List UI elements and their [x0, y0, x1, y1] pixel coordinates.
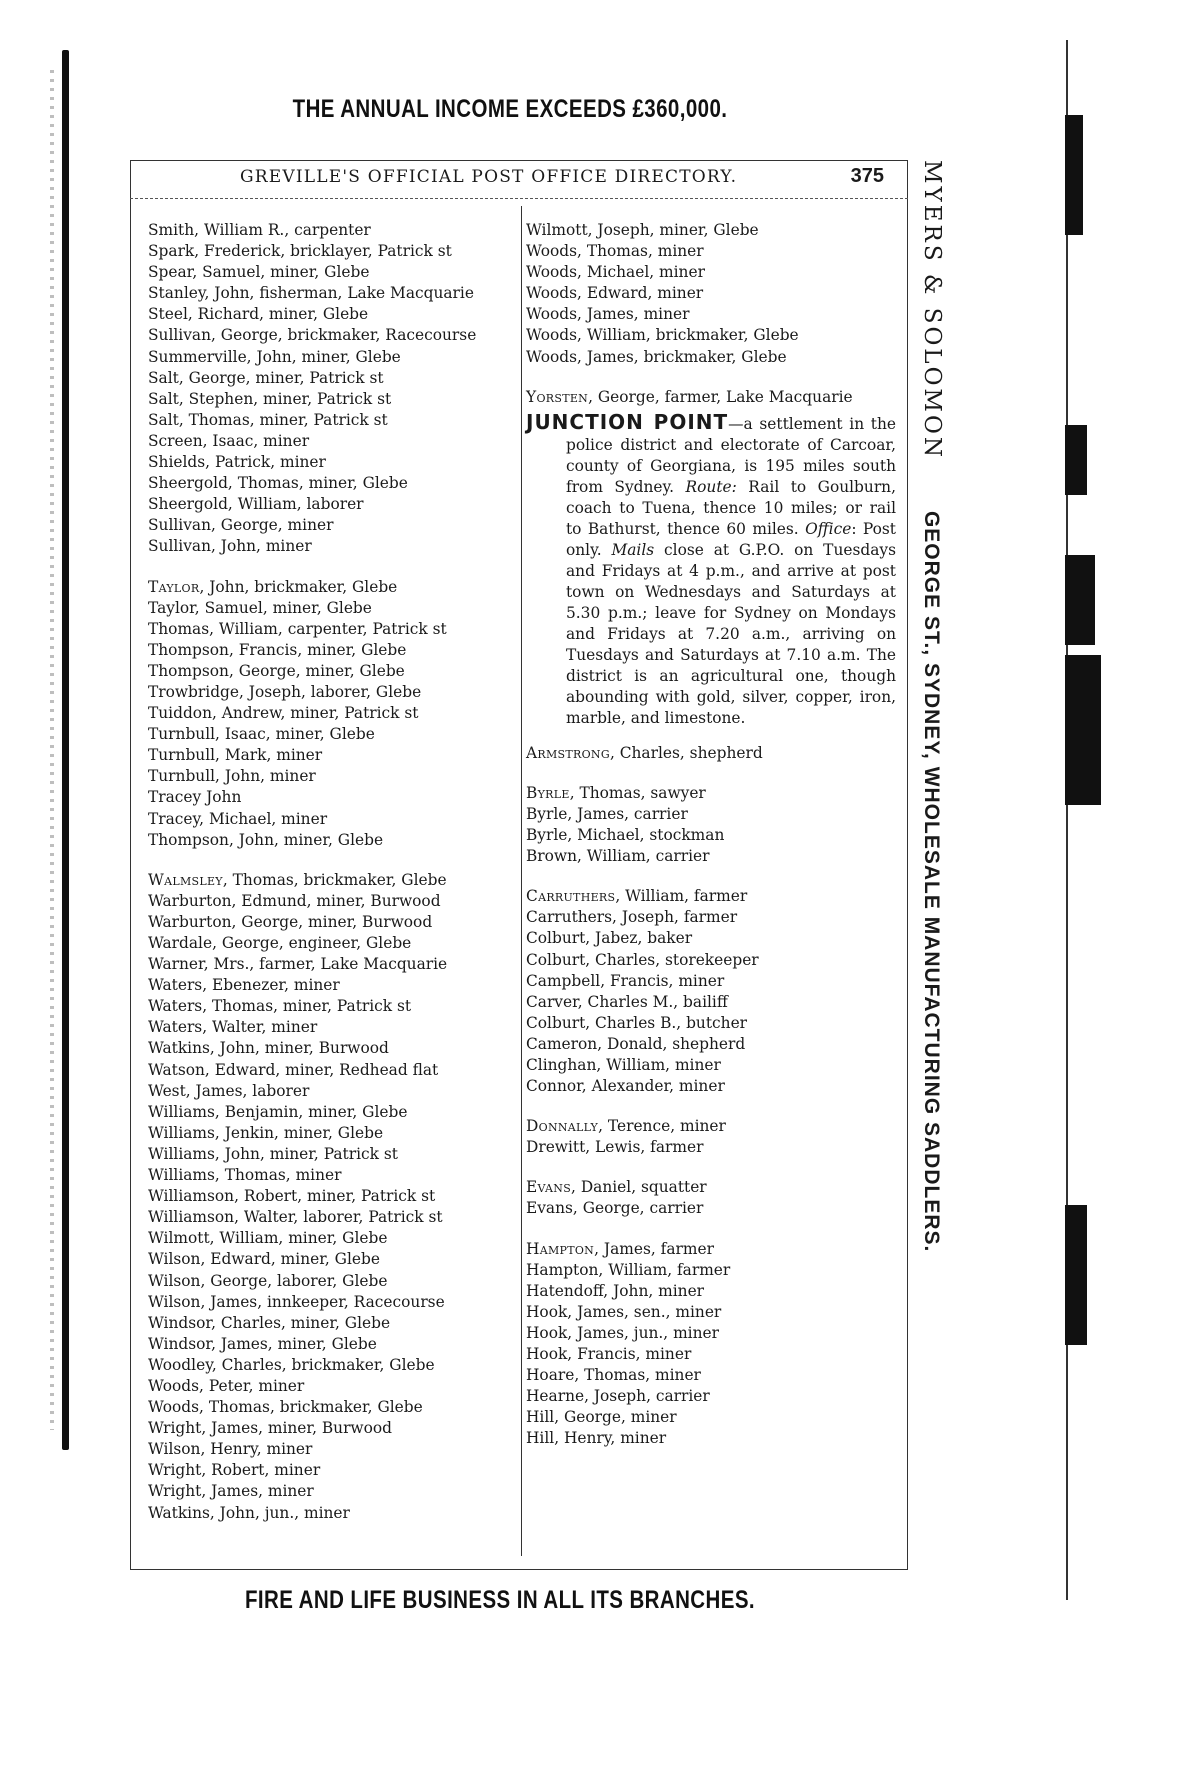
list-item: Windsor, James, miner, Glebe: [148, 1334, 377, 1353]
list-item: Clinghan, William, miner: [526, 1055, 721, 1074]
office-label: Office: [805, 519, 852, 538]
list-item: Summerville, John, miner, Glebe: [148, 347, 401, 366]
list-item: Hook, James, sen., miner: [526, 1302, 722, 1321]
side-advert-address: GEORGE ST., SYDNEY, WHOLESALE MANUFACTURING SADDLERS.: [920, 510, 943, 1253]
list-item: Hatendoff, John, miner: [526, 1281, 705, 1300]
list-gap: [526, 368, 896, 387]
list-item: Salt, Stephen, miner, Patrick st: [148, 389, 392, 408]
scan-edge-artifacts: [1065, 95, 1105, 1455]
list-item: West, James, laborer: [148, 1081, 310, 1100]
list-item: Armstrong, Charles, shepherd: [526, 743, 763, 762]
list-item: Wilson, James, innkeeper, Racecourse: [148, 1292, 445, 1311]
column-divider: [521, 206, 522, 1556]
list-item: Woods, Michael, miner: [526, 263, 705, 282]
list-item: Hoare, Thomas, miner: [526, 1366, 701, 1385]
list-item: Wright, James, miner: [148, 1482, 314, 1501]
page-header: [130, 165, 908, 199]
list-item: Wilmott, Joseph, miner, Glebe: [526, 221, 759, 239]
list-item: Shields, Patrick, miner: [148, 453, 326, 472]
right-column-bottom-list: [526, 743, 896, 1450]
junction-point-entry: [526, 409, 896, 729]
list-item: Wilson, Henry, miner: [148, 1440, 313, 1459]
list-item: Sullivan, George, brickmaker, Racecourse: [148, 326, 477, 345]
list-item: Thomas, William, carpenter, Patrick st: [148, 619, 447, 638]
list-item: Sullivan, George, miner: [148, 516, 334, 535]
scan-binding-edge: [62, 50, 69, 1450]
list-item: Hill, Henry, miner: [526, 1429, 667, 1448]
route-label: Route:: [685, 477, 737, 496]
list-item: Wilson, George, laborer, Glebe: [148, 1271, 388, 1290]
list-item: Salt, Thomas, miner, Patrick st: [148, 410, 388, 429]
list-item: Salt, George, miner, Patrick st: [148, 368, 384, 387]
list-item: Watkins, John, jun., miner: [148, 1503, 350, 1522]
list-item: Tracey, Michael, miner: [148, 809, 328, 828]
list-gap: [526, 1220, 896, 1239]
list-item: Sheergold, William, laborer: [148, 495, 364, 514]
list-item: Wilmott, William, miner, Glebe: [148, 1229, 388, 1248]
list-gap: [148, 851, 508, 870]
list-item: Warburton, Edmund, miner, Burwood: [148, 891, 441, 910]
list-item: Evans, George, carrier: [526, 1199, 704, 1218]
page-number: 375: [850, 165, 884, 187]
list-item: Walmsley, Thomas, brickmaker, Glebe: [148, 870, 447, 889]
list-item: Hampton, James, farmer: [526, 1239, 714, 1258]
route-text: Rail to Goulburn, coach to Tuena, thence 10 miles; or rail to Bathurst, thence 60 miles.: [566, 477, 896, 538]
list-item: Carruthers, William, farmer: [526, 887, 748, 906]
left-column: [148, 220, 508, 1524]
directory-title: GREVILLE'S OFFICIAL POST OFFICE DIRECTORY.: [240, 167, 738, 187]
list-gap: [148, 558, 508, 577]
list-item: Watson, Edward, miner, Redhead flat: [148, 1060, 439, 1079]
list-item: Drewitt, Lewis, farmer: [526, 1138, 704, 1157]
list-gap: [526, 1097, 896, 1116]
list-item: Woods, Thomas, miner: [526, 242, 704, 261]
list-item: Steel, Richard, miner, Glebe: [148, 305, 369, 324]
list-item: Spear, Samuel, miner, Glebe: [148, 263, 370, 282]
list-gap: [526, 1158, 896, 1177]
list-item: Hook, James, jun., miner: [526, 1323, 719, 1342]
list-gap: [526, 867, 896, 886]
list-item: Smith, William R., carpenter: [148, 221, 371, 239]
list-item: Sheergold, Thomas, miner, Glebe: [148, 474, 408, 493]
list-item: Wright, James, miner, Burwood: [148, 1419, 392, 1438]
list-item: Turnbull, John, miner: [148, 767, 316, 786]
list-gap: [526, 764, 896, 783]
list-item: Tuiddon, Andrew, miner, Patrick st: [148, 704, 419, 723]
list-item: Screen, Isaac, miner: [148, 431, 310, 450]
list-item: Woods, Edward, miner: [526, 284, 704, 303]
list-item: Wilson, Edward, miner, Glebe: [148, 1250, 380, 1269]
list-item: Thompson, George, miner, Glebe: [148, 661, 405, 680]
list-item: Woods, William, brickmaker, Glebe: [526, 326, 799, 345]
list-item: Byrle, Michael, stockman: [526, 826, 725, 845]
list-item: Woods, James, brickmaker, Glebe: [526, 347, 787, 366]
list-item: Watkins, John, miner, Burwood: [148, 1039, 389, 1058]
list-item: Williams, Benjamin, miner, Glebe: [148, 1102, 408, 1121]
list-item: Taylor, John, brickmaker, Glebe: [148, 577, 398, 596]
list-item: Williams, Thomas, miner: [148, 1166, 342, 1185]
list-item: Connor, Alexander, miner: [526, 1077, 725, 1096]
right-column: [526, 220, 896, 1449]
list-item: Hearne, Joseph, carrier: [526, 1387, 710, 1406]
list-item: Byrle, James, carrier: [526, 804, 688, 823]
list-item: Stanley, John, fisherman, Lake Macquarie: [148, 284, 474, 303]
list-item: Colburt, Charles, storekeeper: [526, 950, 759, 969]
list-item: Wardale, George, engineer, Glebe: [148, 934, 412, 952]
list-item: Sullivan, John, miner: [148, 537, 312, 556]
list-item: Trowbridge, Joseph, laborer, Glebe: [148, 682, 422, 701]
list-item: Hook, Francis, miner: [526, 1345, 692, 1363]
list-item: Donnally, Terence, miner: [526, 1117, 726, 1136]
list-item: Thompson, John, miner, Glebe: [148, 830, 384, 849]
list-item: Cameron, Donald, shepherd: [526, 1034, 746, 1053]
list-item: Wright, Robert, miner: [148, 1461, 321, 1480]
place-description: —a settlement in the police district and electorate of Carcoar, county of Georgiana, is 195 miles south from Sydney.: [566, 414, 896, 496]
list-item: Woods, Thomas, brickmaker, Glebe: [148, 1398, 423, 1417]
side-advert: [912, 160, 952, 1570]
list-item: Williams, John, miner, Patrick st: [148, 1144, 398, 1163]
mails-label: Mails: [611, 540, 655, 559]
list-item: Colburt, Charles B., butcher: [526, 1013, 748, 1032]
list-item: Turnbull, Isaac, miner, Glebe: [148, 725, 375, 744]
list-item: Spark, Frederick, bricklayer, Patrick st: [148, 242, 452, 261]
list-item: Woods, Peter, miner: [148, 1376, 305, 1395]
list-item: Hill, George, miner: [526, 1408, 677, 1427]
list-item: Windsor, Charles, miner, Glebe: [148, 1313, 391, 1332]
list-item: Hampton, William, farmer: [526, 1260, 731, 1279]
list-item: Carver, Charles M., bailiff: [526, 992, 728, 1011]
office-text: : Post only.: [566, 519, 896, 559]
list-item: Campbell, Francis, miner: [526, 971, 725, 990]
list-item: Colburt, Jabez, baker: [526, 929, 693, 948]
list-item: Yorsten, George, farmer, Lake Macquarie: [526, 387, 853, 406]
place-heading: JUNCTION POINT: [526, 409, 729, 434]
list-item: Williamson, Robert, miner, Patrick st: [148, 1187, 436, 1206]
list-item: Warburton, George, miner, Burwood: [148, 912, 433, 931]
list-item: Warner, Mrs., farmer, Lake Macquarie: [148, 955, 448, 974]
list-item: Williams, Jenkin, miner, Glebe: [148, 1123, 384, 1142]
list-item: Turnbull, Mark, miner: [148, 746, 323, 765]
bottom-banner: FIRE AND LIFE BUSINESS IN ALL ITS BRANCHES.: [244, 1586, 756, 1614]
list-item: Woods, James, miner: [526, 305, 690, 324]
list-item: Williamson, Walter, laborer, Patrick st: [148, 1208, 443, 1227]
mails-text: close at G.P.O. on Tuesdays and Fridays at 4 p.m., and arrive at post town on Wednesdays and Saturdays at 5.30 p.m.; leave for Sydney on Mondays and Fridays at 7.20 a.m., arriving on Tuesdays and Saturdays at 7.10 a.m. The district is an agricultural one, though abounding with gold, silver, copper, iron, marble, and limestone.: [566, 540, 896, 727]
list-item: Tracey John: [148, 788, 242, 807]
list-item: Brown, William, carrier: [526, 847, 710, 866]
list-item: Waters, Ebenezer, miner: [148, 976, 340, 995]
list-item: Thompson, Francis, miner, Glebe: [148, 640, 407, 659]
list-item: Waters, Thomas, miner, Patrick st: [148, 997, 412, 1016]
list-item: Waters, Walter, miner: [148, 1018, 318, 1037]
list-item: Woodley, Charles, brickmaker, Glebe: [148, 1355, 435, 1374]
list-item: Carruthers, Joseph, farmer: [526, 908, 738, 927]
right-column-top-list: [526, 220, 896, 408]
list-item: Byrle, Thomas, sawyer: [526, 783, 706, 802]
side-advert-firm: MYERS & SOLOMON: [919, 160, 945, 460]
top-banner: THE ANNUAL INCOME EXCEEDS £360,000.: [292, 95, 728, 123]
list-item: Evans, Daniel, squatter: [526, 1178, 707, 1197]
list-item: Taylor, Samuel, miner, Glebe: [148, 598, 372, 617]
